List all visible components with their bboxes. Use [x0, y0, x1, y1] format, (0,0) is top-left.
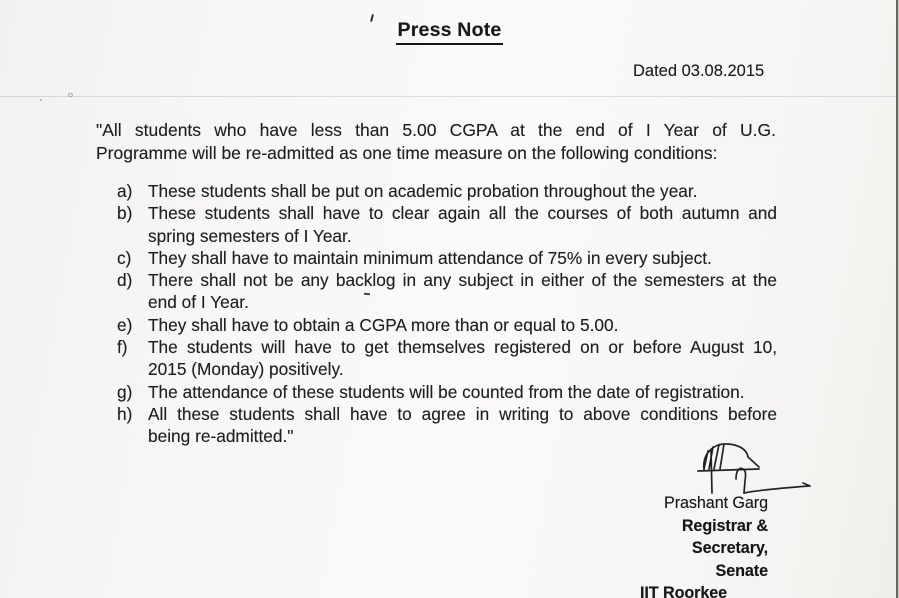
intro-line: Programme will be re-admitted as one time measure on the following conditions: [96, 143, 718, 163]
condition-item-c [117, 247, 777, 269]
condition-line: These students shall be put on academic probation throughout the year. [148, 181, 698, 201]
condition-line: The students will have to get themselves registered on or before August 10, [148, 337, 777, 358]
condition-label: d) [117, 270, 133, 291]
condition-line: spring semesters of I Year. [148, 225, 352, 246]
condition-text [148, 314, 777, 336]
condition-text [148, 381, 777, 403]
signatory-title: IIT Roorkee [640, 584, 728, 598]
condition-item-f [117, 336, 777, 381]
signatory-title: Secretary, Senate [691, 539, 768, 580]
scan-speck [68, 93, 73, 97]
condition-label: h) [117, 403, 133, 424]
condition-line: They shall have to obtain a CGPA more than or equal to 5.00. [148, 314, 619, 335]
condition-text [148, 247, 777, 269]
scan-speck [40, 99, 42, 101]
condition-label: c) [117, 247, 132, 268]
condition-line: end of I Year. [148, 292, 249, 313]
conditions-list [117, 180, 777, 448]
condition-label: a) [117, 181, 133, 201]
condition-line: 2015 (Monday) positively. [148, 359, 344, 380]
condition-item-e [117, 314, 777, 336]
condition-label: f) [117, 337, 128, 358]
condition-text [148, 269, 777, 314]
condition-text [148, 180, 777, 202]
signatory-title: Registrar & [681, 516, 768, 535]
condition-label: g) [117, 381, 133, 402]
condition-line: These students shall have to clear again all the courses of both autumn and [148, 203, 777, 224]
condition-line: All these students shall have to agree in writing to above conditions before [148, 403, 777, 424]
scan-fold-line [0, 96, 899, 97]
condition-text [148, 202, 777, 247]
condition-line: The attendance of these students will be counted from the date of registration. [148, 381, 745, 402]
date-line: Dated 03.08.2015 [633, 62, 765, 80]
condition-label: b) [117, 203, 133, 224]
condition-item-b [117, 202, 777, 247]
signatory-name: Prashant Garg [664, 494, 768, 512]
condition-item-g [117, 381, 777, 403]
condition-text [148, 403, 777, 448]
condition-line: being re-admitted." [148, 426, 294, 447]
condition-text [148, 336, 777, 381]
intro-paragraph [96, 119, 776, 165]
condition-item-a [117, 180, 777, 202]
condition-line: There shall not be any backlog in any subject in either of the semesters at the [148, 270, 777, 291]
condition-line: They shall have to maintain minimum attendance of 75% in every subject. [148, 247, 712, 268]
condition-item-h [117, 403, 777, 448]
condition-label: e) [117, 314, 133, 335]
signature-mark [692, 441, 816, 499]
intro-line: "All students who have less than 5.00 CGPA at the end of I Year of U.G. [96, 120, 776, 140]
title-row [0, 19, 899, 45]
condition-item-d [117, 269, 777, 314]
page-title: Press Note [396, 19, 504, 45]
signatory-block [640, 492, 768, 598]
